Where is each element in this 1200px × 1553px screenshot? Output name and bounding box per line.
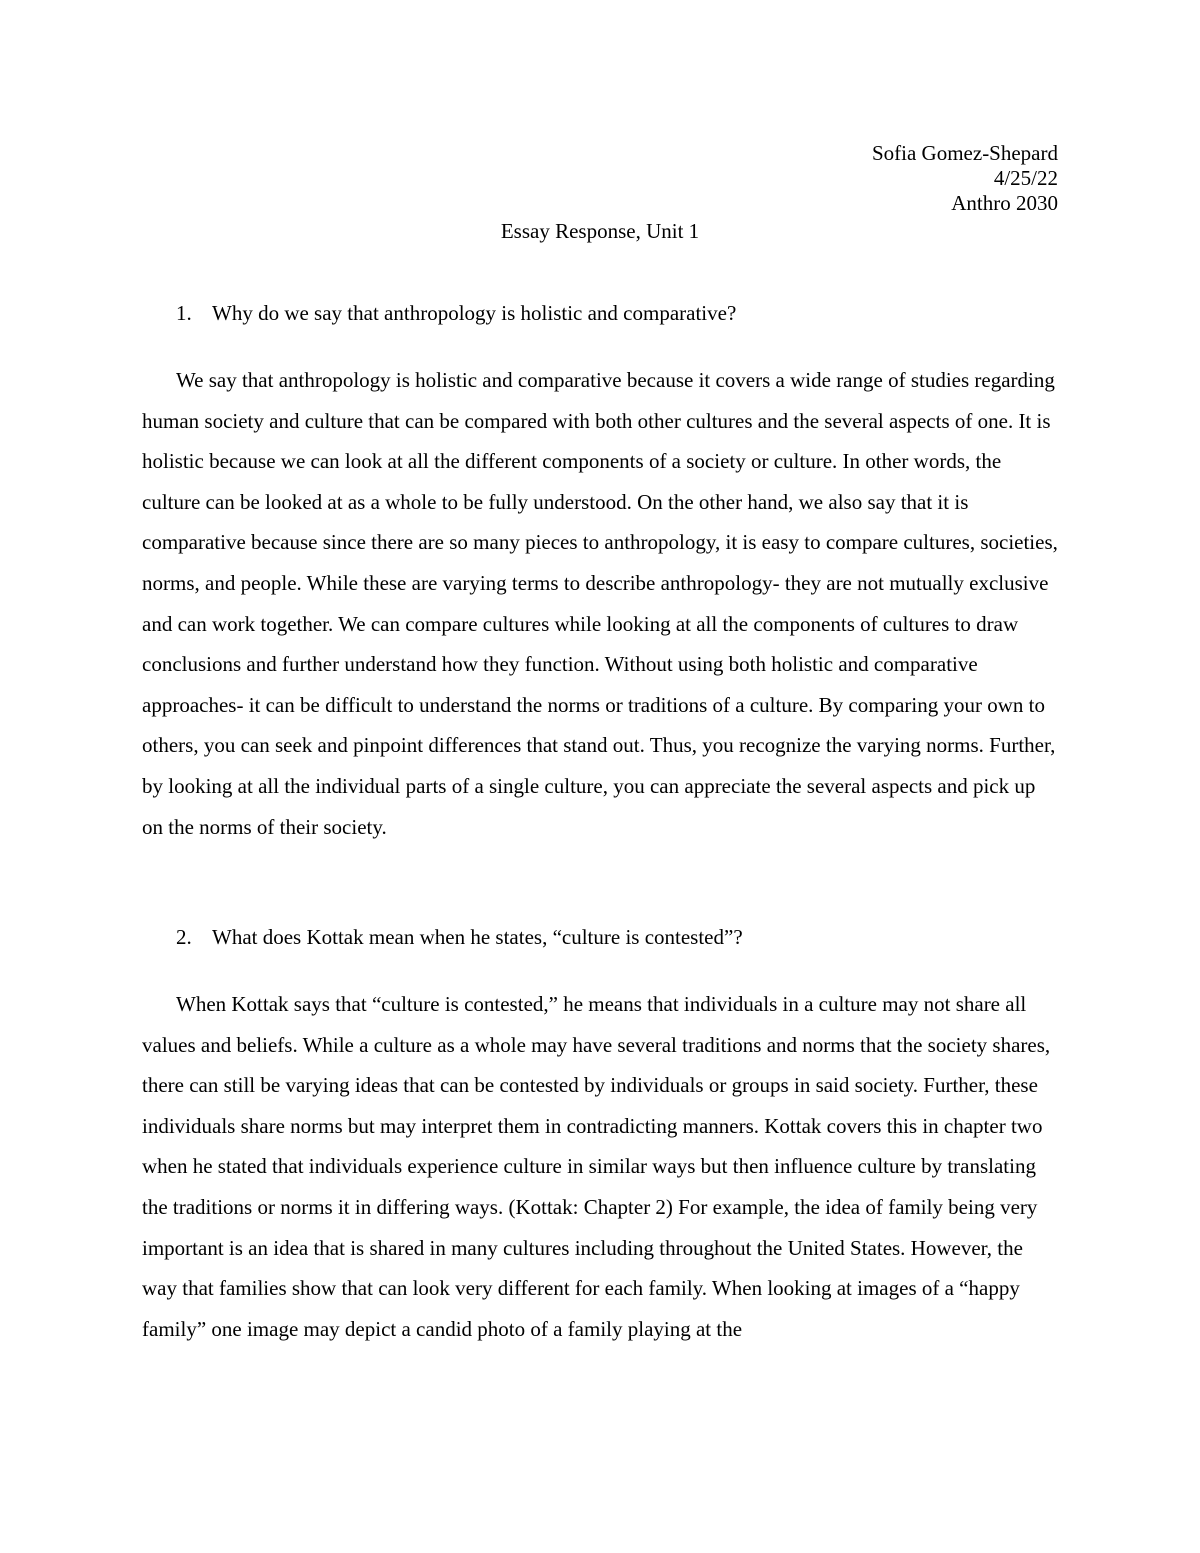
question-text: Why do we say that anthropology is holistic and comparative? bbox=[212, 301, 737, 325]
answer-1: We say that anthropology is holistic and comparative because it covers a wide range of studies regarding human society and culture that can be compared with both other cultures and the several aspects of one. It is holistic because we can look at all the different components of a society or culture. In other words, the culture can be looked at as a whole to be fully understood. On the other hand, we also say that it is comparative because since there are so many pieces to anthropology, it is easy to compare cultures, societies, norms, and people. While these are varying terms to describe anthropology- they are not mutually exclusive and can work together. We can compare cultures while looking at all the components of cultures to draw conclusions and further understand how they function. Without using both holistic and comparative approaches- it can be difficult to understand the norms or traditions of a culture. By comparing your own to others, you can seek and pinpoint differences that stand out. Thus, you recognize the varying norms. Further, by looking at all the individual parts of a single culture, you can appreciate the several aspects and pick up on the norms of their society. bbox=[142, 368, 1058, 839]
essay-title: Essay Response, Unit 1 bbox=[500, 219, 700, 243]
question-number: 2. bbox=[176, 925, 192, 949]
question-number: 1. bbox=[176, 301, 192, 325]
question-2 bbox=[176, 924, 743, 950]
author-header bbox=[872, 141, 1058, 216]
question-1 bbox=[176, 300, 736, 326]
course-name: Anthro 2030 bbox=[951, 191, 1058, 215]
submission-date: 4/25/22 bbox=[993, 166, 1058, 190]
author-name: Sofia Gomez-Shepard bbox=[871, 141, 1058, 165]
answer-2: When Kottak says that “culture is contested,” he means that individuals in a culture may not share all values and beliefs. While a culture as a whole may have several traditions and norms that the society shares, there can still be varying ideas that can be contested by individuals or groups in said society. Further, these individuals share norms but may interpret them in contradicting manners. Kottak covers this in chapter two when he stated that individuals experience culture in similar ways but then influence culture by translating the traditions or norms it in differing ways. (Kottak: Chapter 2) For example, the idea of family being very important is an idea that is shared in many cultures including throughout the United States. However, the way that families show that can look very different for each family. When looking at images of a “happy family” one image may depict a candid photo of a family playing at the bbox=[142, 992, 1051, 1341]
question-text: What does Kottak mean when he states, “culture is contested”? bbox=[212, 925, 743, 949]
